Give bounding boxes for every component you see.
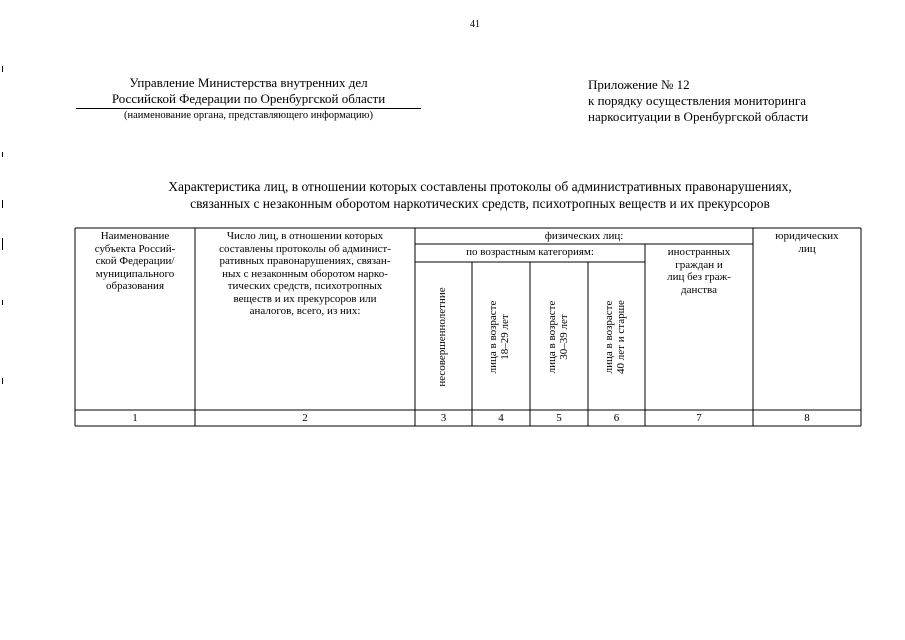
authority-caption: (наименование органа, представляющего информацию) — [124, 110, 373, 121]
title-line-1: Характеристика лиц, в отношении которых составлены протоколы об административных правонарушениях, — [168, 179, 792, 194]
column-number-2: 2 — [302, 412, 308, 424]
column-number-6: 6 — [613, 412, 620, 424]
col-header-foreign-citizens: иностранных граждан и лиц без граж- данства — [667, 246, 731, 296]
age-col-30-39: лица в возрасте 30–39 лет — [546, 300, 570, 374]
column-number-1: 1 — [132, 412, 138, 424]
authority-line-1: Управление Министерства внутренних дел — [129, 75, 368, 90]
column-number-3: 3 — [440, 412, 447, 424]
col-header-legal-entities: юридических лиц — [775, 230, 839, 255]
age-col-18-29: лица в возрасте 18–29 лет — [487, 300, 511, 374]
appendix-line-1: Приложение № 12 — [588, 77, 690, 92]
column-number-8: 8 — [804, 412, 810, 424]
appendix-line-3: наркоситуации в Оренбургской области — [588, 109, 809, 124]
page-number: 41 — [470, 19, 480, 30]
col-header-subject: Наименование субъекта Россий- ской Федерации/ муниципального образования — [94, 230, 176, 292]
header-physical-persons: физических лиц: — [544, 230, 624, 242]
column-number-5: 5 — [556, 412, 562, 424]
header-age-categories: по возрастным категориям: — [466, 246, 594, 258]
age-col-40-plus: лица в возрасте 40 лет и старше — [603, 300, 627, 374]
age-col-minors: несовершеннолетние — [436, 287, 448, 387]
authority-line-2: Российской Федерации по Оренбургской области — [111, 91, 386, 106]
column-number-4: 4 — [498, 412, 504, 424]
title-line-2: связанных с незаконным оборотом наркотических средств, психотропных веществ и их прекурсоров — [190, 196, 770, 211]
column-number-7: 7 — [696, 412, 702, 424]
appendix-line-2: к порядку осуществления мониторинга — [588, 93, 807, 108]
col-header-total-persons: Число лиц, в отношении которых составлены протоколы об админист- ративных правонарушениях, связан- ных с незаконным оборотом нарко- тических средств, психотропных веществ и их прекурсоров или аналогов, всего, из них: — [219, 230, 391, 317]
